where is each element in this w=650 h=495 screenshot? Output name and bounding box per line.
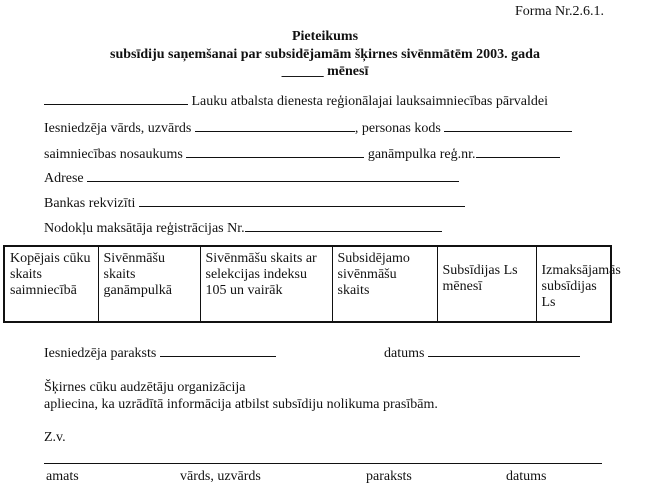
table-header-row bbox=[4, 246, 611, 322]
col-subsidy-payable: Izmaksājamās subsīdijas Ls bbox=[536, 246, 611, 322]
applicant-signature-field[interactable] bbox=[160, 343, 276, 357]
address-label: Adrese bbox=[44, 171, 84, 186]
personal-code-label: , personas kods bbox=[354, 121, 441, 136]
date-row bbox=[384, 343, 580, 362]
footer-name-label: vārds, uzvārds bbox=[180, 469, 261, 484]
farm-name-label: saimniecības nosaukums bbox=[44, 147, 183, 162]
personal-code-field[interactable] bbox=[444, 118, 572, 132]
address-row bbox=[44, 168, 459, 187]
signature-row bbox=[44, 343, 276, 362]
form-title: Pieteikums bbox=[291, 29, 359, 44]
footer-position-label: amats bbox=[46, 469, 79, 484]
applicant-signature-label: Iesniedzēja paraksts bbox=[44, 346, 157, 361]
date-field[interactable] bbox=[428, 343, 580, 357]
month-word: mēnesī bbox=[327, 64, 369, 79]
herd-reg-label: ganāmpulka reģ.nr. bbox=[367, 147, 476, 162]
taxpayer-label: Nodokļu maksātāja reģistrācijas Nr. bbox=[44, 221, 245, 236]
footer-date-label: datums bbox=[506, 469, 547, 484]
addressee-label: Lauku atbalsta dienesta reģionālajai lauksaimniecības pārvaldei bbox=[191, 94, 548, 109]
month-blank: ______ bbox=[281, 64, 324, 79]
form-number: Forma Nr.2.6.1. bbox=[515, 4, 605, 19]
taxpayer-field[interactable] bbox=[245, 218, 442, 232]
confirmation-org: Šķirnes cūku audzētāju organizācija bbox=[44, 380, 246, 395]
addressee-row bbox=[44, 91, 548, 110]
col-sows-in-herd: Sivēnmāšu skaits ganāmpulkā bbox=[98, 246, 200, 322]
bank-field[interactable] bbox=[139, 193, 465, 207]
col-sows-index-105: Sivēnmāšu skaits ar selekcijas indeksu 105 un vairāk bbox=[200, 246, 332, 322]
herd-reg-field[interactable] bbox=[476, 144, 560, 158]
farm-name-field[interactable] bbox=[186, 144, 364, 158]
form-month-line bbox=[0, 64, 650, 80]
addressee-blank[interactable] bbox=[44, 91, 188, 105]
address-field[interactable] bbox=[87, 168, 459, 182]
stamp-label: Z.v. bbox=[44, 430, 66, 445]
taxpayer-row bbox=[44, 218, 442, 237]
applicant-row bbox=[44, 118, 572, 137]
bank-row bbox=[44, 193, 465, 212]
subsidy-table bbox=[3, 245, 621, 323]
col-total-pigs: Kopējais cūku skaits saimniecībā bbox=[4, 246, 98, 322]
confirmation-text: apliecina, ka uzrādītā informācija atbilst subsīdiju nolikuma prasībām. bbox=[44, 397, 438, 412]
farm-row bbox=[44, 144, 560, 163]
applicant-name-field[interactable] bbox=[195, 118, 355, 132]
applicant-name-label: Iesniedzēja vārds, uzvārds bbox=[44, 121, 192, 136]
bank-label: Bankas rekvizīti bbox=[44, 196, 136, 211]
form-subtitle: subsīdiju saņemšanai par subsidējamām šķirnes sivēnmātēm 2003. gada bbox=[110, 47, 540, 62]
col-subsidy-per-month: Subsīdijas Ls mēnesī bbox=[437, 246, 536, 322]
footer-signature-label: paraksts bbox=[366, 469, 412, 484]
footer-signature-line[interactable] bbox=[44, 463, 602, 464]
date-label: datums bbox=[384, 346, 425, 361]
col-subsidised-sows: Subsidējamo sivēnmāšu skaits bbox=[332, 246, 437, 322]
